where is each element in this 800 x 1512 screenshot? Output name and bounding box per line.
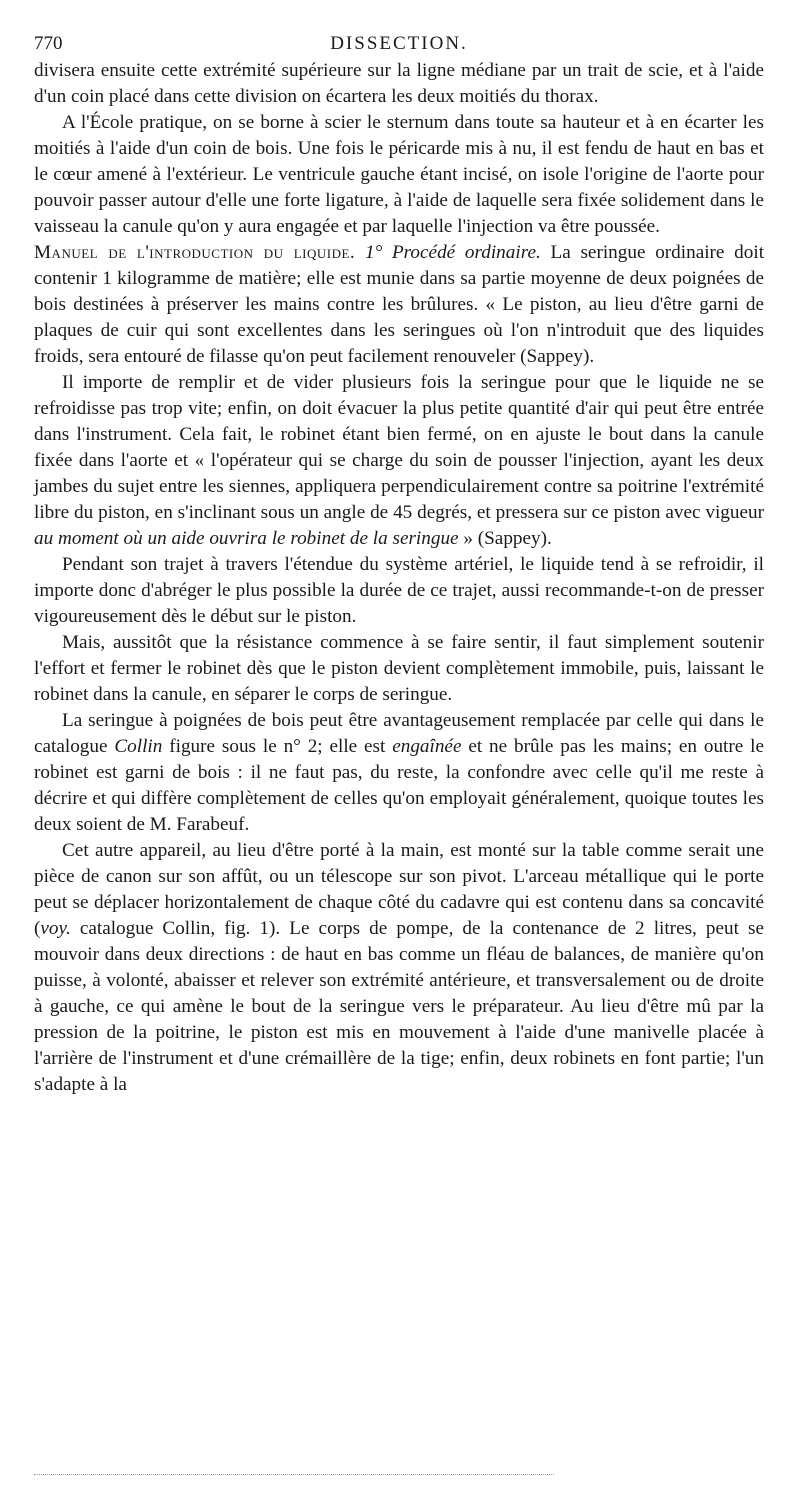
paragraph-manuel [34,240,764,370]
italic-quote: au moment où un aide ouvrira le robinet de la seringue [34,528,459,549]
paragraph-autre-appareil [34,838,764,1098]
paragraph-resistance: Mais, aussitôt que la résistance commence à se faire sentir, il faut simplement soutenir l'effort et fermer le robinet dès que le piston devient complètement immobile, puis, laissant le robinet dans la canule, en séparer le corps de seringue. [34,632,764,705]
running-head: DISSECTION. [330,33,468,54]
paragraph-continuation: divisera ensuite cette extrémité supérieure sur la ligne médiane par un trait de scie, et à l'aide d'un coin placé dans cette division on écartera les deux moitiés du thorax. [34,60,764,107]
paragraph-remplir-seringue [34,370,764,552]
section-heading: Manuel de l'introduction du liquide. [34,242,356,263]
body-text [34,58,764,1098]
italic-voy: voy. [40,918,71,939]
paragraph-appareil-text-a: Cet autre appareil, au lieu d'être porté à la main, est monté sur la table comme serait une pièce de canon sur son affût, ou un télescope sur son pivot. L'arceau métallique qui le porte peut se déplacer horizontalement de chaque côté du cadavre qui est contenu dans sa concavité ( [34,840,764,939]
page-header [34,30,764,58]
footer-dotted-rule [34,1474,554,1475]
citation-sappey: » (Sappey). [463,528,552,549]
document-page [34,30,764,1098]
paragraph-remplir-text: Il importe de remplir et de vider plusieurs fois la seringue pour que le liquide ne se refroidisse pas trop vite; enfin, on doit évacuer la plus petite quantité d'air qui peut être entrée dans l'instrument. Cela fait, le robinet étant bien fermé, on en ajuste le bout dans la canule fixée dans l'aorte et « l'opérateur qui se charge du soin de pousser l'injection, ayant les deux jambes du sujet entre les siennes, appliquera perpendiculairement contre sa poitrine l'extrémité libre du piston, en s'inclinant sous un angle de 45 degrés, et pressera sur ce piston avec vigueur [34,372,764,523]
paragraph-ecole-pratique: A l'École pratique, on se borne à scier le sternum dans toute sa hauteur et à en écarter les moitiés à l'aide d'un coin de bois. Une fois le péricarde mis à nu, il est fendu de haut en bas et le cœur amené à l'extérieur. Le ventricule gauche étant incisé, on isole l'origine de l'aorte pour pouvoir passer autour d'elle une forte ligature, à l'aide de laquelle sera fixée solidement dans le vaisseau la canule qu'on y aura engagée et par laquelle l'injection va être poussée. [34,112,764,237]
paragraph-poignees-text-c: et ne brûle pas les mains; en outre le robinet est garni de bois : il ne faut pas, du reste, la confondre avec celle qu'il me reste à décrire et qui diffère complètement de celles qu'on employait généralement, quoique toutes les deux soient de M. Farabeuf. [34,736,765,835]
italic-engainee: engaînée [392,736,462,757]
paragraph-manuel-text: La seringue ordinaire doit contenir 1 kilogramme de matière; elle est munie dans sa partie moyenne de deux poignées de bois destinées à préserver les mains contre les brûlures. « Le piston, au lieu d'être garni de plaques de cuir qui sont excellentes dans les seringues où l'on n'introduit que des liquides froids, sera entouré de filasse qu'on peut facilement renouveler (Sappey). [34,242,765,367]
paragraph-trajet: Pendant son trajet à travers l'étendue du système artériel, le liquide tend à se refroidir, il importe donc d'abréger le plus possible la durée de ce trajet, aussi recommande-t-on de presser vigoureusement dès le début sur le piston. [34,554,764,627]
paragraph-poignees-text-b: figure sous le n° 2; elle est [169,736,386,757]
paragraph-seringue-poignees [34,708,764,838]
italic-collin: Collin [114,736,163,757]
page-number: 770 [34,33,63,54]
paragraph-poignees-text-a: La seringue à poignées de bois peut être avantageusement remplacée par celle qui dans le catalogue [34,710,764,757]
procedure-title: 1° Procédé ordinaire. [364,242,541,263]
paragraph-appareil-text-b: catalogue Collin, fig. 1). Le corps de pompe, de la contenance de 2 litres, peut se mouvoir dans deux directions : de haut en bas comme un fléau de balances, de manière qu'on puisse, à volonté, abaisser et relever son extrémité antérieure, et transversalement ou de droite à gauche, ce qui amène le bout de la seringue vers le préparateur. Au lieu d'être mû par la pression de la poitrine, le piston est mis en mouvement à l'aide d'une manivelle placée à l'arrière de l'instrument et d'une crémaillère de la tige; enfin, deux robinets en font partie; l'un s'adapte à la [34,918,764,1095]
